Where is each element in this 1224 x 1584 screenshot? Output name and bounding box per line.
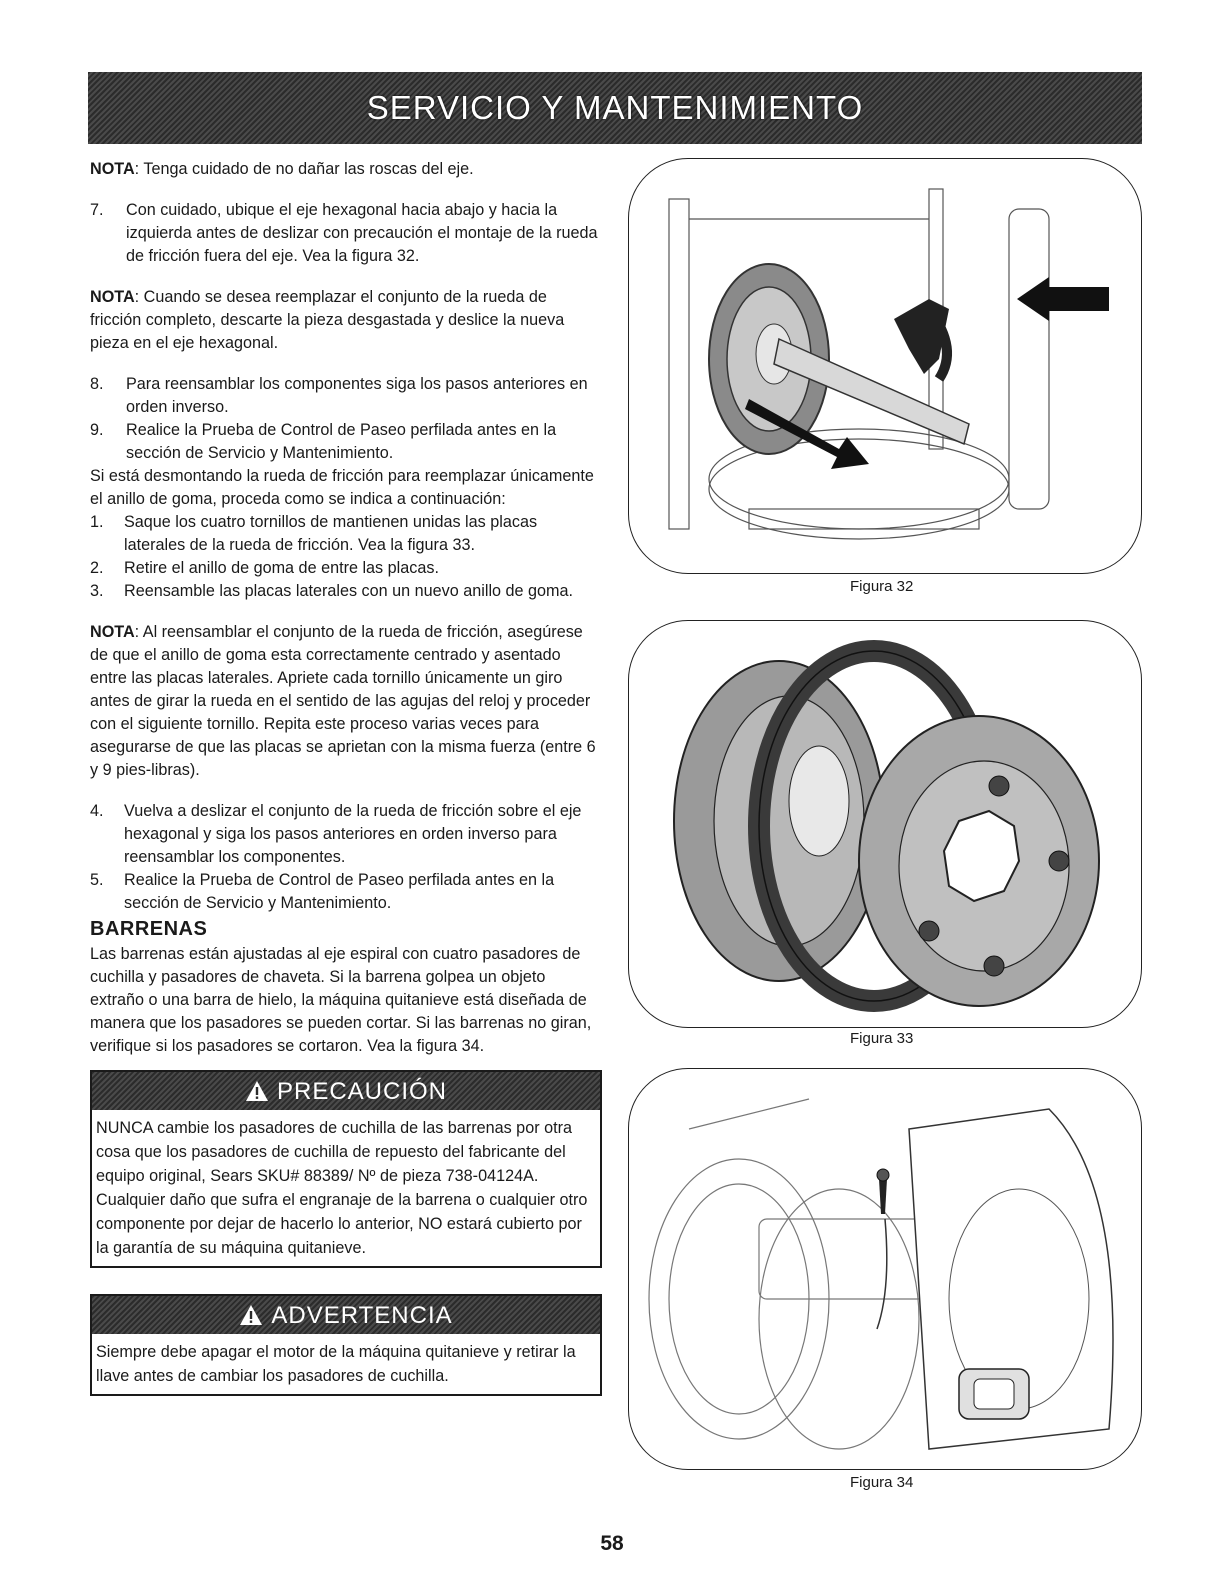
page-number: 58	[600, 1532, 624, 1555]
step-4	[90, 800, 602, 869]
warning-triangle-icon	[245, 1080, 269, 1102]
step-text: Vuelva a deslizar el conjunto de la rueda de fricción sobre el eje hexagonal y siga los pasos anteriores en orden inverso para reensamblar los componentes.	[124, 802, 582, 866]
step-number: 8.	[90, 375, 104, 393]
step-9	[90, 419, 602, 465]
step-text: Para reensamblar los componentes siga los pasos anteriores en orden inverso.	[126, 375, 588, 416]
step-number: 1.	[90, 513, 104, 531]
note-label: NOTA	[90, 623, 135, 641]
warning-header	[92, 1296, 600, 1334]
barrenas-text: Las barrenas están ajustadas al eje espiral con cuatro pasadores de cuchilla y pasadores de chaveta. Si la barrena golpea un objeto extraño o una barra de hielo, la máquina quitanieve está diseñada de manera que los pasadores se pueden cortar. Si las barrenas no giran, verifique si los pasadores se cortaron. Vea la figura 34.	[90, 945, 592, 1055]
barrenas-heading: BARRENAS	[90, 918, 208, 940]
note-3	[90, 621, 602, 782]
figure-34-caption: Figura 34	[850, 1474, 914, 1491]
step-5	[90, 869, 602, 915]
step-1	[90, 511, 602, 557]
caution-box	[90, 1070, 602, 1268]
section-banner	[88, 72, 1142, 144]
step-text: Reensamble las placas laterales con un nuevo anillo de goma.	[124, 582, 574, 600]
friction-wheel-removal-illustration	[629, 159, 1141, 573]
ring-intro: Si está desmontando la rueda de fricción para reemplazar únicamente el anillo de goma, proceda como se indica a continuación:	[90, 467, 594, 508]
warning-box	[90, 1294, 602, 1396]
step-number: 3.	[90, 582, 104, 600]
text-column	[90, 158, 602, 1396]
warning-text: Siempre debe apagar el motor de la máquina quitanieve y retirar la llave antes de cambiar los pasadores de cuchilla.	[96, 1343, 576, 1385]
figure-34	[628, 1068, 1142, 1470]
step-8	[90, 373, 602, 419]
note-text: : Cuando se desea reemplazar el conjunto de la rueda de fricción completo, descarte la pieza desgastada y deslice la nueva pieza en el eje hexagonal.	[90, 288, 565, 352]
step-number: 9.	[90, 421, 104, 439]
note-label: NOTA	[90, 160, 135, 178]
step-number: 7.	[90, 201, 104, 219]
figure-32	[628, 158, 1142, 574]
auger-shear-pin-illustration	[629, 1069, 1141, 1469]
step-text: Realice la Prueba de Control de Paseo perfilada antes en la sección de Servicio y Mantenimiento.	[126, 421, 557, 462]
step-3	[90, 580, 602, 603]
note-text: : Tenga cuidado de no dañar las roscas del eje.	[134, 160, 474, 178]
step-2	[90, 557, 602, 580]
step-number: 2.	[90, 559, 104, 577]
figure-32-caption: Figura 32	[850, 578, 914, 595]
note-2	[90, 286, 602, 355]
step-text: Saque los cuatro tornillos de mantienen unidas las placas laterales de la rueda de fricción. Vea la figura 33.	[124, 513, 538, 554]
step-text: Retire el anillo de goma de entre las placas.	[124, 559, 439, 577]
caution-text: NUNCA cambie los pasadores de cuchilla de las barrenas por otra cosa que los pasadores de cuchilla de repuesto del fabricante del equipo original, Sears SKU# 88389/ Nº de pieza 738-04124A. Cualquier daño que sufra el engranaje de la barrena o cualquier otro componente por dejar de hacerlo lo anterior, NO estará cubierto por la garantía de su máquina quitanieve.	[96, 1119, 588, 1257]
figure-33-caption: Figura 33	[850, 1030, 914, 1047]
step-number: 4.	[90, 802, 104, 820]
warning-title: ADVERTENCIA	[271, 1301, 453, 1329]
section-title: SERVICIO Y MANTENIMIENTO	[366, 89, 864, 126]
step-7	[90, 199, 602, 268]
step-text: Con cuidado, ubique el eje hexagonal hacia abajo y hacia la izquierda antes de deslizar con precaución el montaje de la rueda de fricción fuera del eje. Vea la figura 32.	[126, 201, 598, 265]
note-1	[90, 158, 602, 181]
step-text: Realice la Prueba de Control de Paseo perfilada antes en la sección de Servicio y Mantenimiento.	[124, 871, 555, 912]
warning-triangle-icon	[239, 1304, 263, 1326]
figure-33	[628, 620, 1142, 1028]
caution-title: PRECAUCIÓN	[276, 1077, 448, 1105]
note-text: : Al reensamblar el conjunto de la rueda de fricción, asegúrese de que el anillo de goma esta correctamente centrado y asentado entre las placas laterales. Apriete cada tornillo únicamente un giro antes de girar la rueda en el sentido de las agujas del reloj y proceder con el siguiente tornillo. Repita este proceso varias veces para asegurarse de que las placas se aprietan con la misma fuerza (entre 6 y 9 pies-libras).	[90, 623, 596, 779]
note-label: NOTA	[90, 288, 135, 306]
step-number: 5.	[90, 871, 104, 889]
caution-header	[92, 1072, 600, 1110]
friction-wheel-exploded-illustration	[629, 621, 1141, 1027]
